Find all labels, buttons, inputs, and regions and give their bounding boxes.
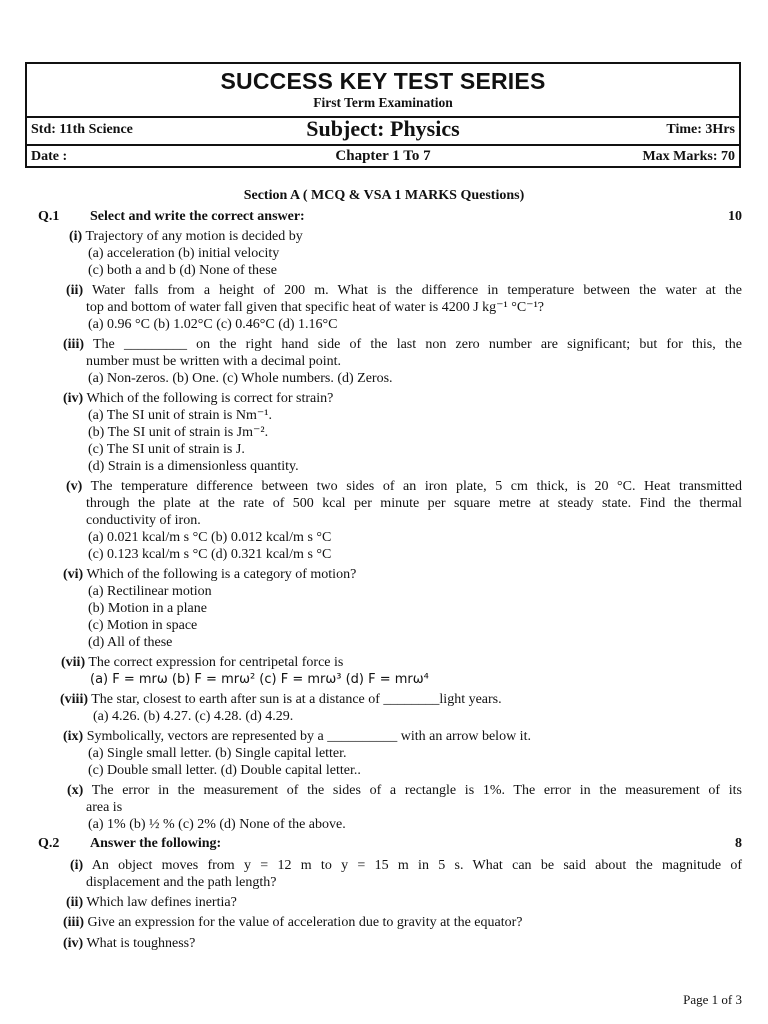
answer-option: (c) The SI unit of strain is J. xyxy=(88,442,245,457)
item-number: (iii) xyxy=(63,337,84,352)
question-marks: 8 xyxy=(735,836,742,851)
question-text: The _________ on the right hand side of the last non zero number are significant; but for this, the xyxy=(92,337,743,352)
item-number: (i) xyxy=(70,858,84,873)
exam-header xyxy=(25,62,741,168)
std-label: Std: 11th Science xyxy=(31,122,133,137)
item-number: (ii) xyxy=(66,283,84,298)
question-marks: 10 xyxy=(728,209,742,224)
item-number: (x) xyxy=(67,783,84,798)
answer-option: (a) The SI unit of strain is Nm⁻¹. xyxy=(88,408,272,423)
question-text: The temperature difference between two sides of an iron plate, 5 cm thick, is 20 °C. Heat transmitted xyxy=(90,479,743,494)
answer-options: (a) 4.26. (b) 4.27. (c) 4.28. (d) 4.29. xyxy=(93,709,294,724)
item-number: (iv) xyxy=(63,936,84,951)
section-a-title: Section A ( MCQ & VSA 1 MARKS Questions) xyxy=(243,188,525,203)
test-series-title: SUCCESS KEY TEST SERIES xyxy=(220,68,546,94)
answer-option: (b) The SI unit of strain is Jm⁻². xyxy=(88,425,269,440)
question-text: Give an expression for the value of acceleration due to gravity at the equator? xyxy=(87,915,523,930)
question-instruction: Select and write the correct answer: xyxy=(90,209,305,224)
answer-option: (d) All of these xyxy=(88,635,173,650)
answer-option: (b) Motion in a plane xyxy=(88,601,207,616)
question-text: conductivity of iron. xyxy=(86,513,201,528)
question-text: Which of the following is correct for strain? xyxy=(86,391,334,406)
question-text: Symbolically, vectors are represented by a __________ with an arrow below it. xyxy=(86,729,531,744)
page-number: Page 1 of 3 xyxy=(683,992,742,1007)
question-text: Which of the following is a category of motion? xyxy=(86,567,357,582)
answer-options: (c) Double small letter. (d) Double capital letter.. xyxy=(88,763,361,778)
answer-options: (a) Non-zeros. (b) One. (c) Whole numbers. (d) Zeros. xyxy=(88,371,393,386)
question-text: displacement and the path length? xyxy=(86,875,277,890)
question-text: top and bottom of water fall given that specific heat of water is 4200 J kg⁻¹ °C⁻¹? xyxy=(86,300,544,315)
answer-options: (a) F = mrω (b) F = mrω² (c) F = mrω³ (d) F = mrω⁴ xyxy=(90,672,429,687)
answer-options: (a) Single small letter. (b) Single capital letter. xyxy=(88,746,347,761)
answer-options: (a) 0.021 kcal/m s °C (b) 0.012 kcal/m s °C xyxy=(88,530,332,545)
question-number: Q.2 xyxy=(38,836,60,851)
answer-options: (a) 0.96 °C (b) 1.02°C (c) 0.46°C (d) 1.16°C xyxy=(88,317,338,332)
question-text: Water falls from a height of 200 m. What is the difference in temperature between the water at the xyxy=(92,283,742,298)
item-number: (iv) xyxy=(63,391,84,406)
header-divider-bottom xyxy=(27,144,739,146)
item-number: (i) xyxy=(69,229,83,244)
question-text: An object moves from y = 12 m to y = 15 m in 5 s. What can be said about the magnitude of xyxy=(91,858,743,873)
answer-options: (c) both a and b (d) None of these xyxy=(88,263,277,278)
question-text: number must be written with a decimal point. xyxy=(86,354,342,369)
question-text: The correct expression for centripetal force is xyxy=(88,655,344,670)
answer-option: (c) Motion in space xyxy=(88,618,198,633)
item-number: (v) xyxy=(66,479,83,494)
question-text: Which law defines inertia? xyxy=(86,895,237,910)
question-text: through the plate at the rate of 500 kcal per minute per square metre at steady state. Find the thermal xyxy=(86,496,742,511)
time-label: Time: 3Hrs xyxy=(666,122,735,137)
item-number: (vii) xyxy=(61,655,86,670)
question-2-heading xyxy=(38,836,742,852)
question-text: What is toughness? xyxy=(86,936,196,951)
item-number: (viii) xyxy=(60,692,88,707)
exam-name: First Term Examination xyxy=(313,95,453,110)
item-number: (iii) xyxy=(63,915,84,930)
question-text: Trajectory of any motion is decided by xyxy=(85,229,303,244)
answer-options: (a) 1% (b) ½ % (c) 2% (d) None of the above. xyxy=(88,817,346,832)
item-number: (ix) xyxy=(63,729,84,744)
question-text: The error in the measurement of the sides of a rectangle is 1%. The error in the measurement of its xyxy=(91,783,743,798)
answer-option: (a) Rectilinear motion xyxy=(88,584,212,599)
item-number: (ii) xyxy=(66,895,84,910)
question-text: area is xyxy=(86,800,123,815)
max-marks-label: Max Marks: 70 xyxy=(642,149,735,164)
date-label: Date : xyxy=(31,149,68,164)
question-1-heading xyxy=(38,209,742,225)
item-number: (vi) xyxy=(63,567,84,582)
answer-options: (c) 0.123 kcal/m s °C (d) 0.321 kcal/m s °C xyxy=(88,547,332,562)
chapter-label: Chapter 1 To 7 xyxy=(335,148,431,164)
question-number: Q.1 xyxy=(38,209,60,224)
answer-option: (d) Strain is a dimensionless quantity. xyxy=(88,459,299,474)
answer-options: (a) acceleration (b) initial velocity xyxy=(88,246,280,261)
question-text: The star, closest to earth after sun is at a distance of ________light years. xyxy=(91,692,502,707)
question-instruction: Answer the following: xyxy=(90,836,222,851)
subject-label: Subject: Physics xyxy=(306,116,460,141)
